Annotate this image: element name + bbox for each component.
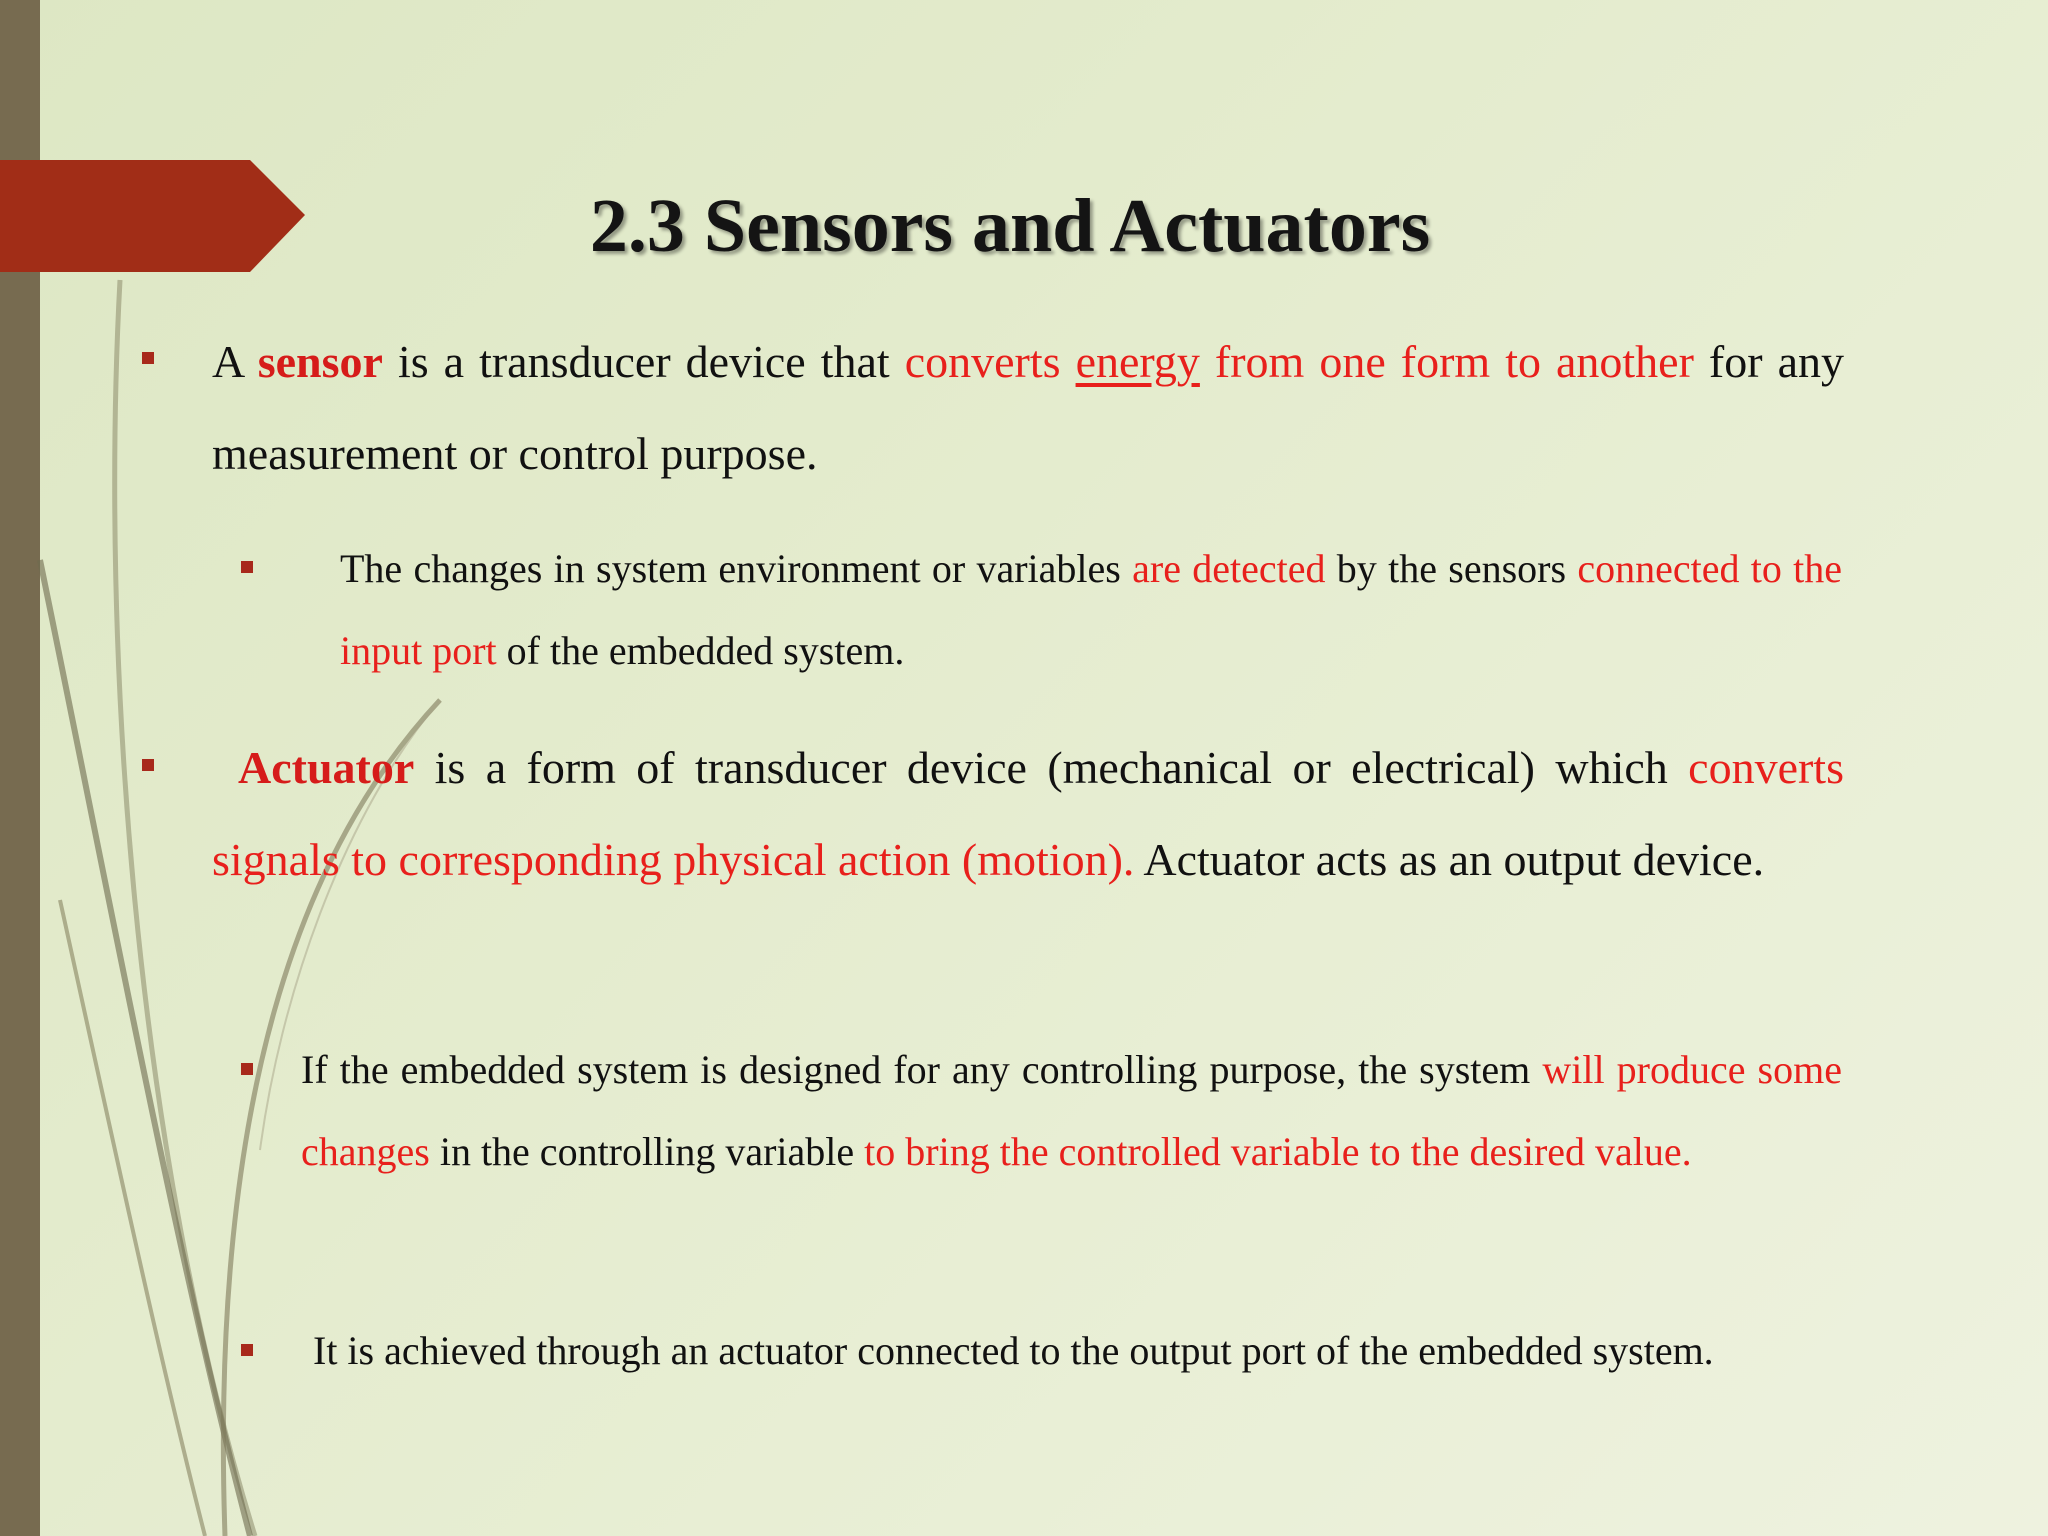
bullet-actuator-definition: Actuator is a form of transducer device (mechanical or electrical) which converts signals to corresponding physical action (motion). Actuator acts as an output device.: [212, 742, 1844, 885]
sub-bullet-marker: [241, 561, 253, 573]
keyword-sensor: sensor: [257, 336, 383, 387]
keyword-energy: energy: [1075, 336, 1200, 387]
bullet-marker: [142, 759, 154, 771]
sub-bullet-marker: [241, 1063, 253, 1075]
slide-title: 2.3 Sensors and Actuators: [589, 184, 1431, 268]
sub-bullet-controlling-purpose: If the embedded system is designed for any controlling purpose, the system will produce some changes in the controlling variable to bring the controlled variable to the desired value.: [301, 1047, 1842, 1174]
bullet-marker: [142, 352, 154, 364]
sub-bullet-sensor-detection: The changes in system environment or variables are detected by the sensors connected to the input port of the embedded system.: [340, 546, 1843, 673]
title-arrow-shape: [0, 0, 320, 300]
sub-bullet-marker: [241, 1344, 253, 1356]
bullet-sensor-definition: A sensor is a transducer device that converts energy from one form to another for any measurement or control purpose.: [212, 336, 1845, 479]
keyword-actuator: Actuator: [238, 742, 415, 793]
sub-bullet-actuator-output: It is achieved through an actuator connected to the output port of the embedded system.: [313, 1328, 1714, 1373]
